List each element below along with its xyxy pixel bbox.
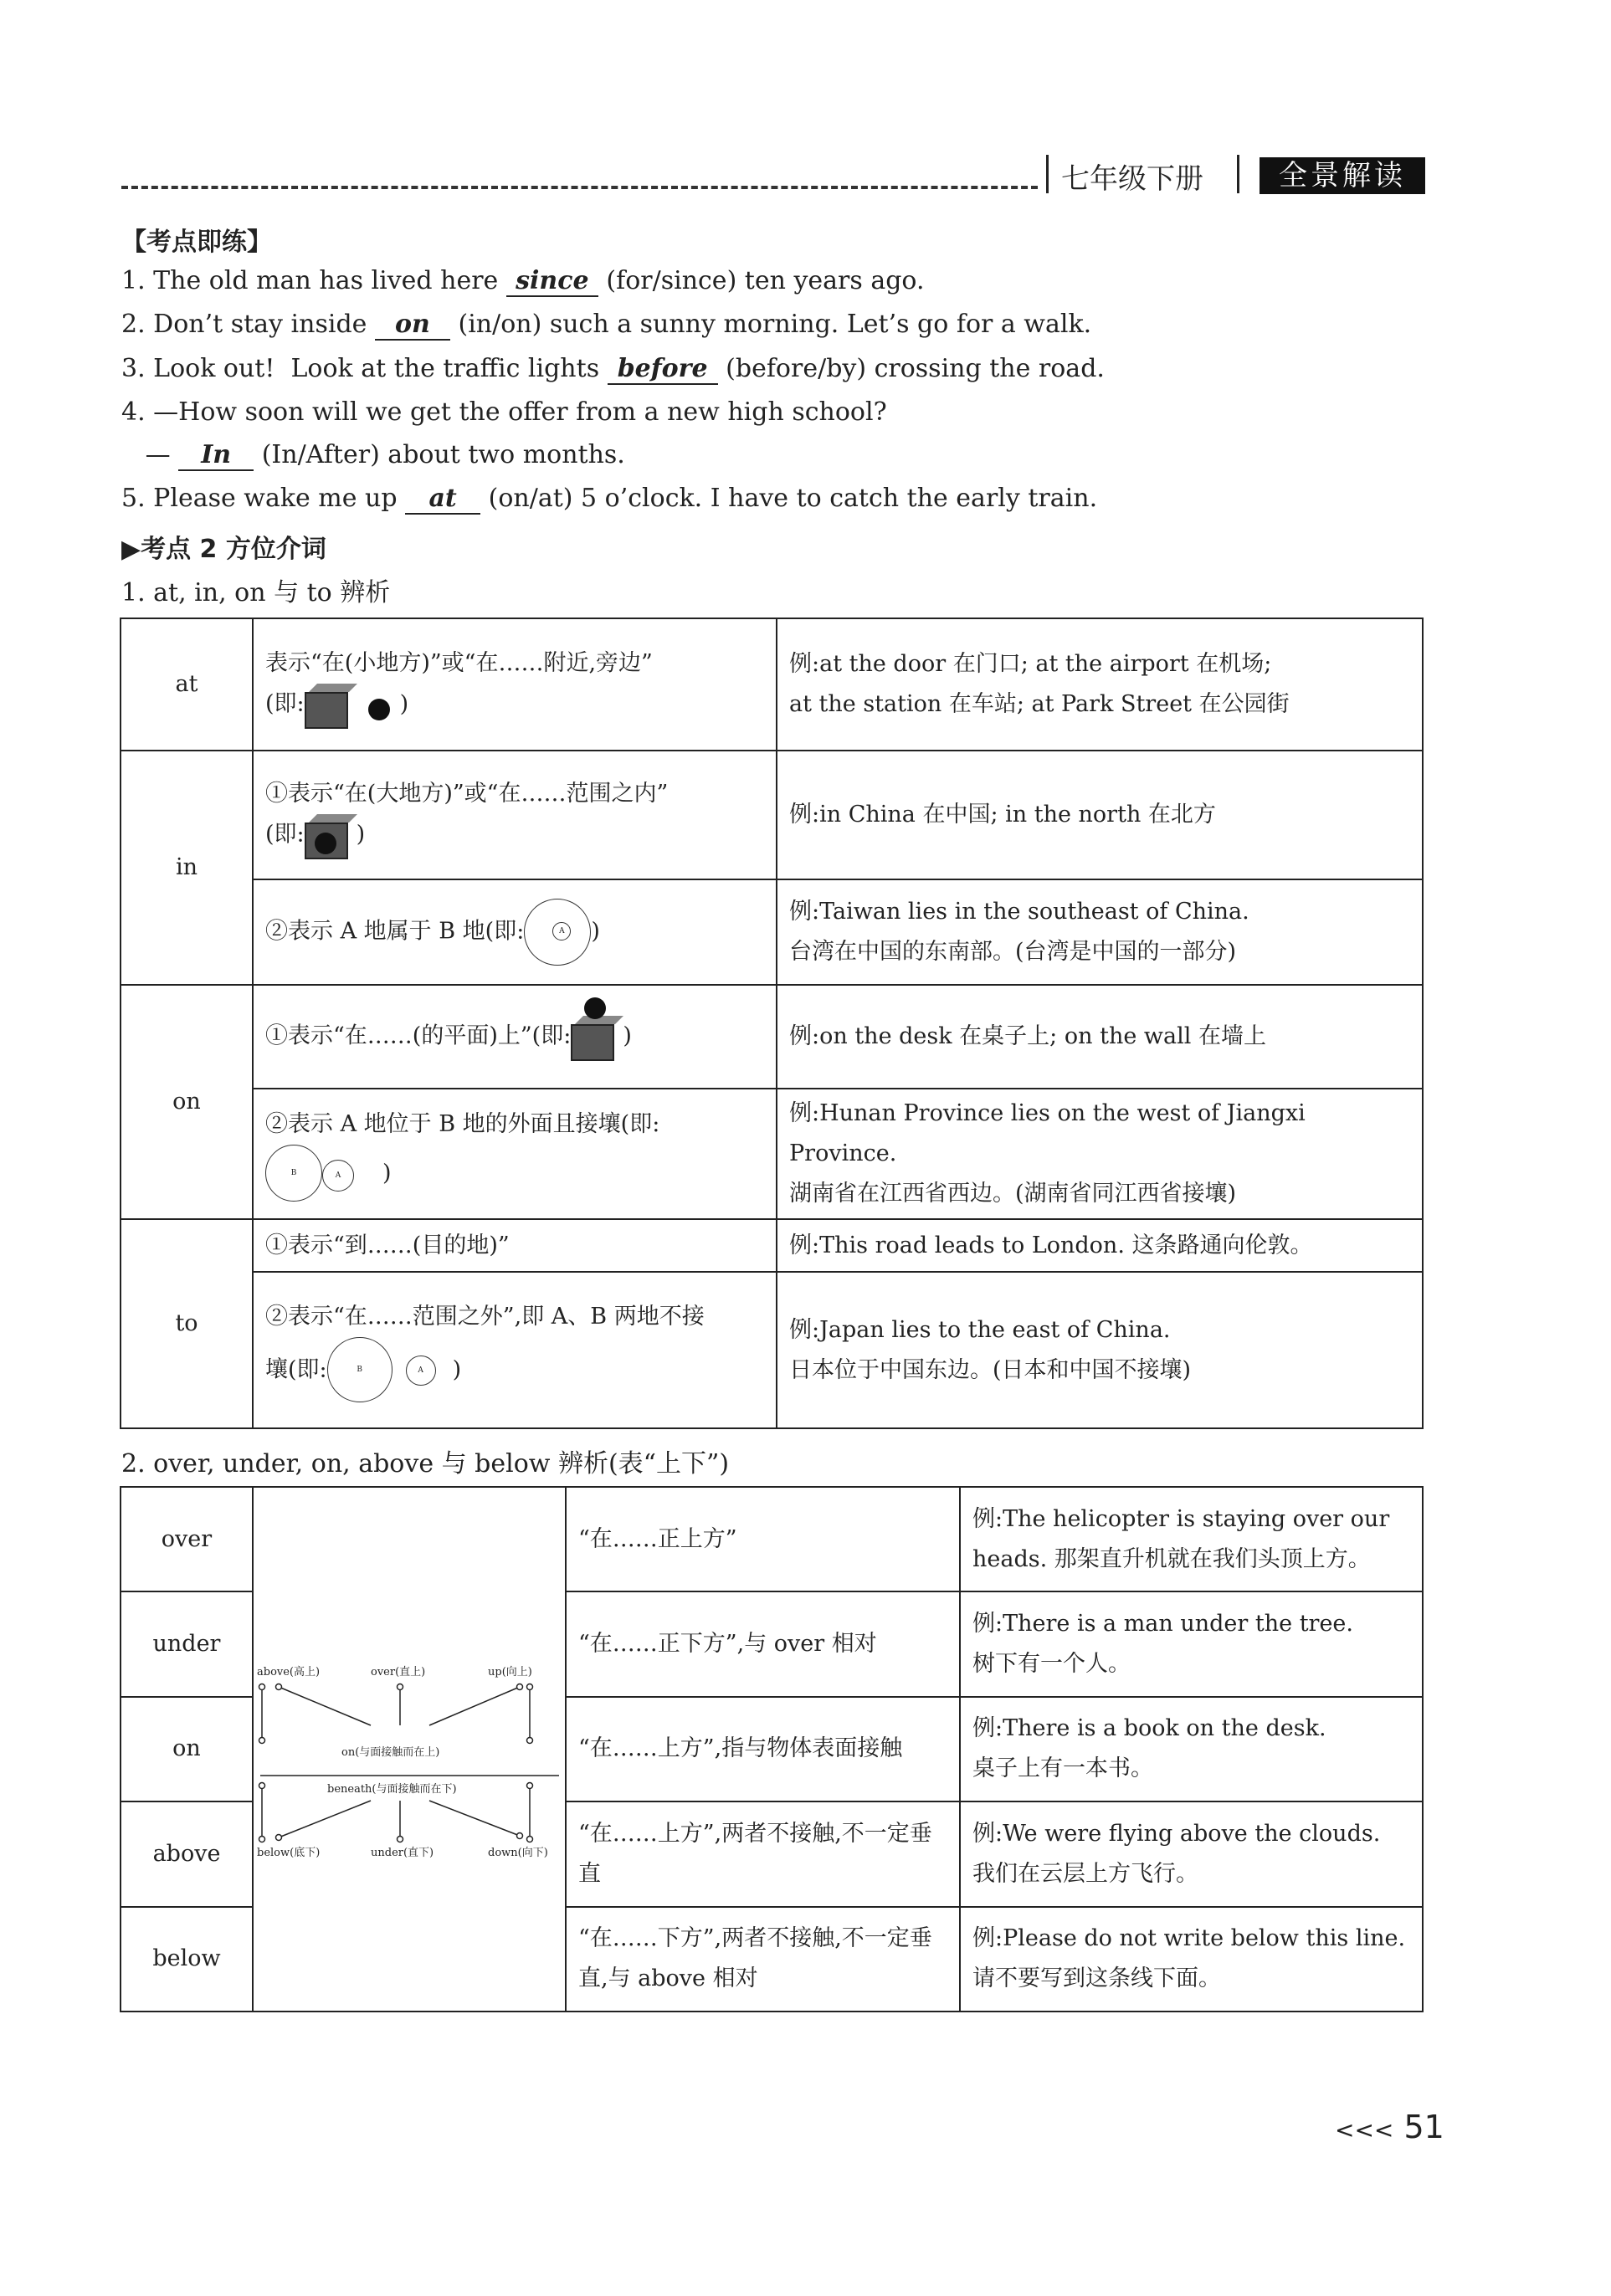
word-below: below (121, 1907, 253, 2012)
note-close: ) (399, 690, 409, 717)
desc: ①表示“在……(的平面)上”(即: (265, 1022, 572, 1049)
desc: 壤(即: (265, 1356, 327, 1382)
example: 树下有一个人。 (972, 1651, 1131, 1678)
table-row: ②表示“在……范围之外”,即 A、B 两地不接 壤(即: B A ) 例:Japan lies to the east of China. 日本位于中国东边。(日本和中国不接壤) (121, 1272, 1423, 1428)
section-title: ▶考点 2 方位介词 (121, 535, 326, 564)
desc: ②表示 A 地位于 B 地的外面且接壤(即: (265, 1111, 660, 1137)
table-row: ②表示 A 地属于 B 地(即: A ) 例:Taiwan lies in the southeast of China. 台湾在中国的东南部。(台湾是中国的一部分) (121, 879, 1423, 985)
example: 我们在云层上方飞行。 (972, 1860, 1198, 1887)
circles-icon: B A (265, 1145, 382, 1203)
example: at the station 在车站; at Park Street 在公园街 (789, 691, 1290, 717)
desc: ①表示“到……(目的地)” (253, 1219, 777, 1272)
label-up: up(向上) (488, 1666, 532, 1678)
meaning: “在……下方”,两者不接触,不一定垂直,与 above 相对 (566, 1907, 960, 2012)
example: 例:Please do not write below this line. (972, 1925, 1406, 1952)
meaning: “在……上方”,两者不接触,不一定垂直 (566, 1801, 960, 1906)
label-on: on(与面接触而在上) (341, 1746, 440, 1759)
example: 例:There is a book on the desk. (972, 1715, 1326, 1742)
label-down: down(向下) (488, 1847, 548, 1859)
table-row (121, 1219, 1423, 1272)
example: 湖南省在江西省西边。(湖南省同江西省接壤) (789, 1181, 1237, 1207)
practice-item (121, 484, 1097, 515)
brand-badge: 全景解读 (1260, 157, 1425, 194)
subheading-2: 2. over, under, on, above 与 below 辨析(表“上下”) (121, 1449, 730, 1479)
label-over: over(直上) (371, 1666, 426, 1678)
example: 桌子上有一本书。 (972, 1755, 1153, 1782)
example: 例:Hunan Province lies on the west of Jiangxi Province. (789, 1100, 1306, 1166)
question-text: — (121, 440, 179, 469)
prepositions-table-1 (120, 618, 1424, 1429)
label-under: under(直下) (371, 1847, 434, 1859)
practice-item (121, 397, 887, 427)
table-row: on ①表示“在……(的平面)上”(即: ) 例:on the desk 在桌子上; on the wall 在墙上 (121, 985, 1423, 1089)
desc: 表示“在(小地方)”或“在……附近,旁边” (265, 650, 653, 676)
desc: ②表示 A 地属于 B 地(即: (265, 918, 525, 945)
meaning: “在……正上方” (566, 1487, 960, 1591)
page-number (1335, 2109, 1444, 2145)
desc: ①表示“在(大地方)”或“在……范围之内” (265, 781, 669, 807)
circles-icon: B A (327, 1337, 453, 1404)
note: (即: (265, 821, 305, 848)
prepositions-table-2 (120, 1486, 1424, 2012)
note: (即: (265, 690, 305, 717)
practice-item (121, 354, 1105, 385)
question-text: (in/on) such a sunny morning. Let’s go for a walk. (449, 310, 1092, 339)
word-on: on (121, 1697, 253, 1801)
question-text: (before/by) crossing the road. (717, 354, 1105, 383)
example: 日本位于中国东边。(日本和中国不接壤) (789, 1356, 1192, 1383)
subheading-1: 1. at, in, on 与 to 辨析 (121, 578, 391, 607)
word-at: at (121, 618, 253, 751)
cube-icon (571, 1016, 623, 1058)
example: 例:We were flying above the clouds. (972, 1820, 1381, 1847)
example: heads. 那架直升机就在我们头顶上方。 (972, 1545, 1371, 1572)
answer-blank: since (506, 266, 598, 297)
answer-blank: at (405, 484, 480, 515)
divider (1237, 155, 1239, 193)
meaning: “在……上方”,指与物体表面接触 (566, 1697, 960, 1801)
example: 例:at the door 在门口; at the airport 在机场; (789, 651, 1272, 677)
question-text: 4. —How soon will we get the offer from a new high school? (121, 397, 887, 427)
example: 例:The helicopter is staying over our (972, 1505, 1390, 1532)
example: 例:There is a man under the tree. (972, 1611, 1353, 1637)
label-beneath: beneath(与面接触而在下) (327, 1783, 457, 1796)
question-text: 5. Please wake me up (121, 484, 406, 513)
label-below: below(底下) (257, 1847, 321, 1859)
example: 例:Taiwan lies in the southeast of China. (789, 899, 1249, 925)
practice-item (121, 310, 1091, 341)
table-row (121, 618, 1423, 751)
answer-blank: before (608, 354, 718, 385)
word-on: on (121, 985, 253, 1219)
page-number-text: 51 (1403, 2109, 1444, 2145)
word-in: in (121, 751, 253, 985)
question-text: 3. Look out! Look at the traffic lights (121, 354, 608, 383)
example: 例:Japan lies to the east of China. (789, 1316, 1171, 1343)
header-divider (121, 186, 1038, 189)
example: 例:This road leads to London. 这条路通向伦敦。 (777, 1219, 1423, 1272)
answer-blank: In (178, 440, 254, 471)
cube-icon (305, 814, 357, 856)
meaning: “在……正下方”,与 over 相对 (566, 1591, 960, 1696)
desc: ②表示“在……范围之外”,即 A、B 两地不接 (265, 1303, 705, 1330)
preposition-diagram (253, 1487, 566, 2012)
question-text: (In/After) about two months. (254, 440, 625, 469)
table-row: ②表示 A 地位于 B 地的外面且接壤(即: B A ) 例:Hunan Province lies on the west of Jiangxi Province. 湖南省在江西省西边。(湖南省同江西省接壤) (121, 1089, 1423, 1219)
word-to: to (121, 1219, 253, 1428)
circles-icon: A (524, 899, 591, 966)
example: 台湾在中国的东南部。(台湾是中国的一部分) (789, 939, 1237, 965)
practice-item (121, 440, 625, 471)
example: 请不要写到这条线下面。 (972, 1965, 1221, 1992)
label-above: above(高上) (257, 1666, 321, 1678)
question-text: (for/since) ten years ago. (598, 266, 925, 295)
word-above: above (121, 1801, 253, 1906)
arrows-icon: <<< (1335, 2116, 1394, 2144)
example: 例:in China 在中国; in the north 在北方 (777, 751, 1423, 879)
practice-item (121, 266, 925, 297)
word-under: under (121, 1591, 253, 1696)
question-text: 1. The old man has lived here (121, 266, 506, 295)
question-text: (on/at) 5 o’clock. I have to catch the early train. (480, 484, 1098, 513)
grade-label: 七年级下册 (1061, 162, 1203, 196)
divider (1046, 155, 1049, 193)
cube-icon (305, 684, 397, 725)
example: 例:on the desk 在桌子上; on the wall 在墙上 (777, 985, 1423, 1089)
word-over: over (121, 1487, 253, 1591)
practice-title: 【考点即练】 (121, 228, 272, 257)
question-text: 2. Don’t stay inside (121, 310, 375, 339)
table-row: in ①表示“在(大地方)”或“在……范围之内” (即: ) 例:in China 在中国; in the north 在北方 (121, 751, 1423, 879)
answer-blank: on (375, 310, 450, 341)
table-row (121, 1487, 1423, 1591)
